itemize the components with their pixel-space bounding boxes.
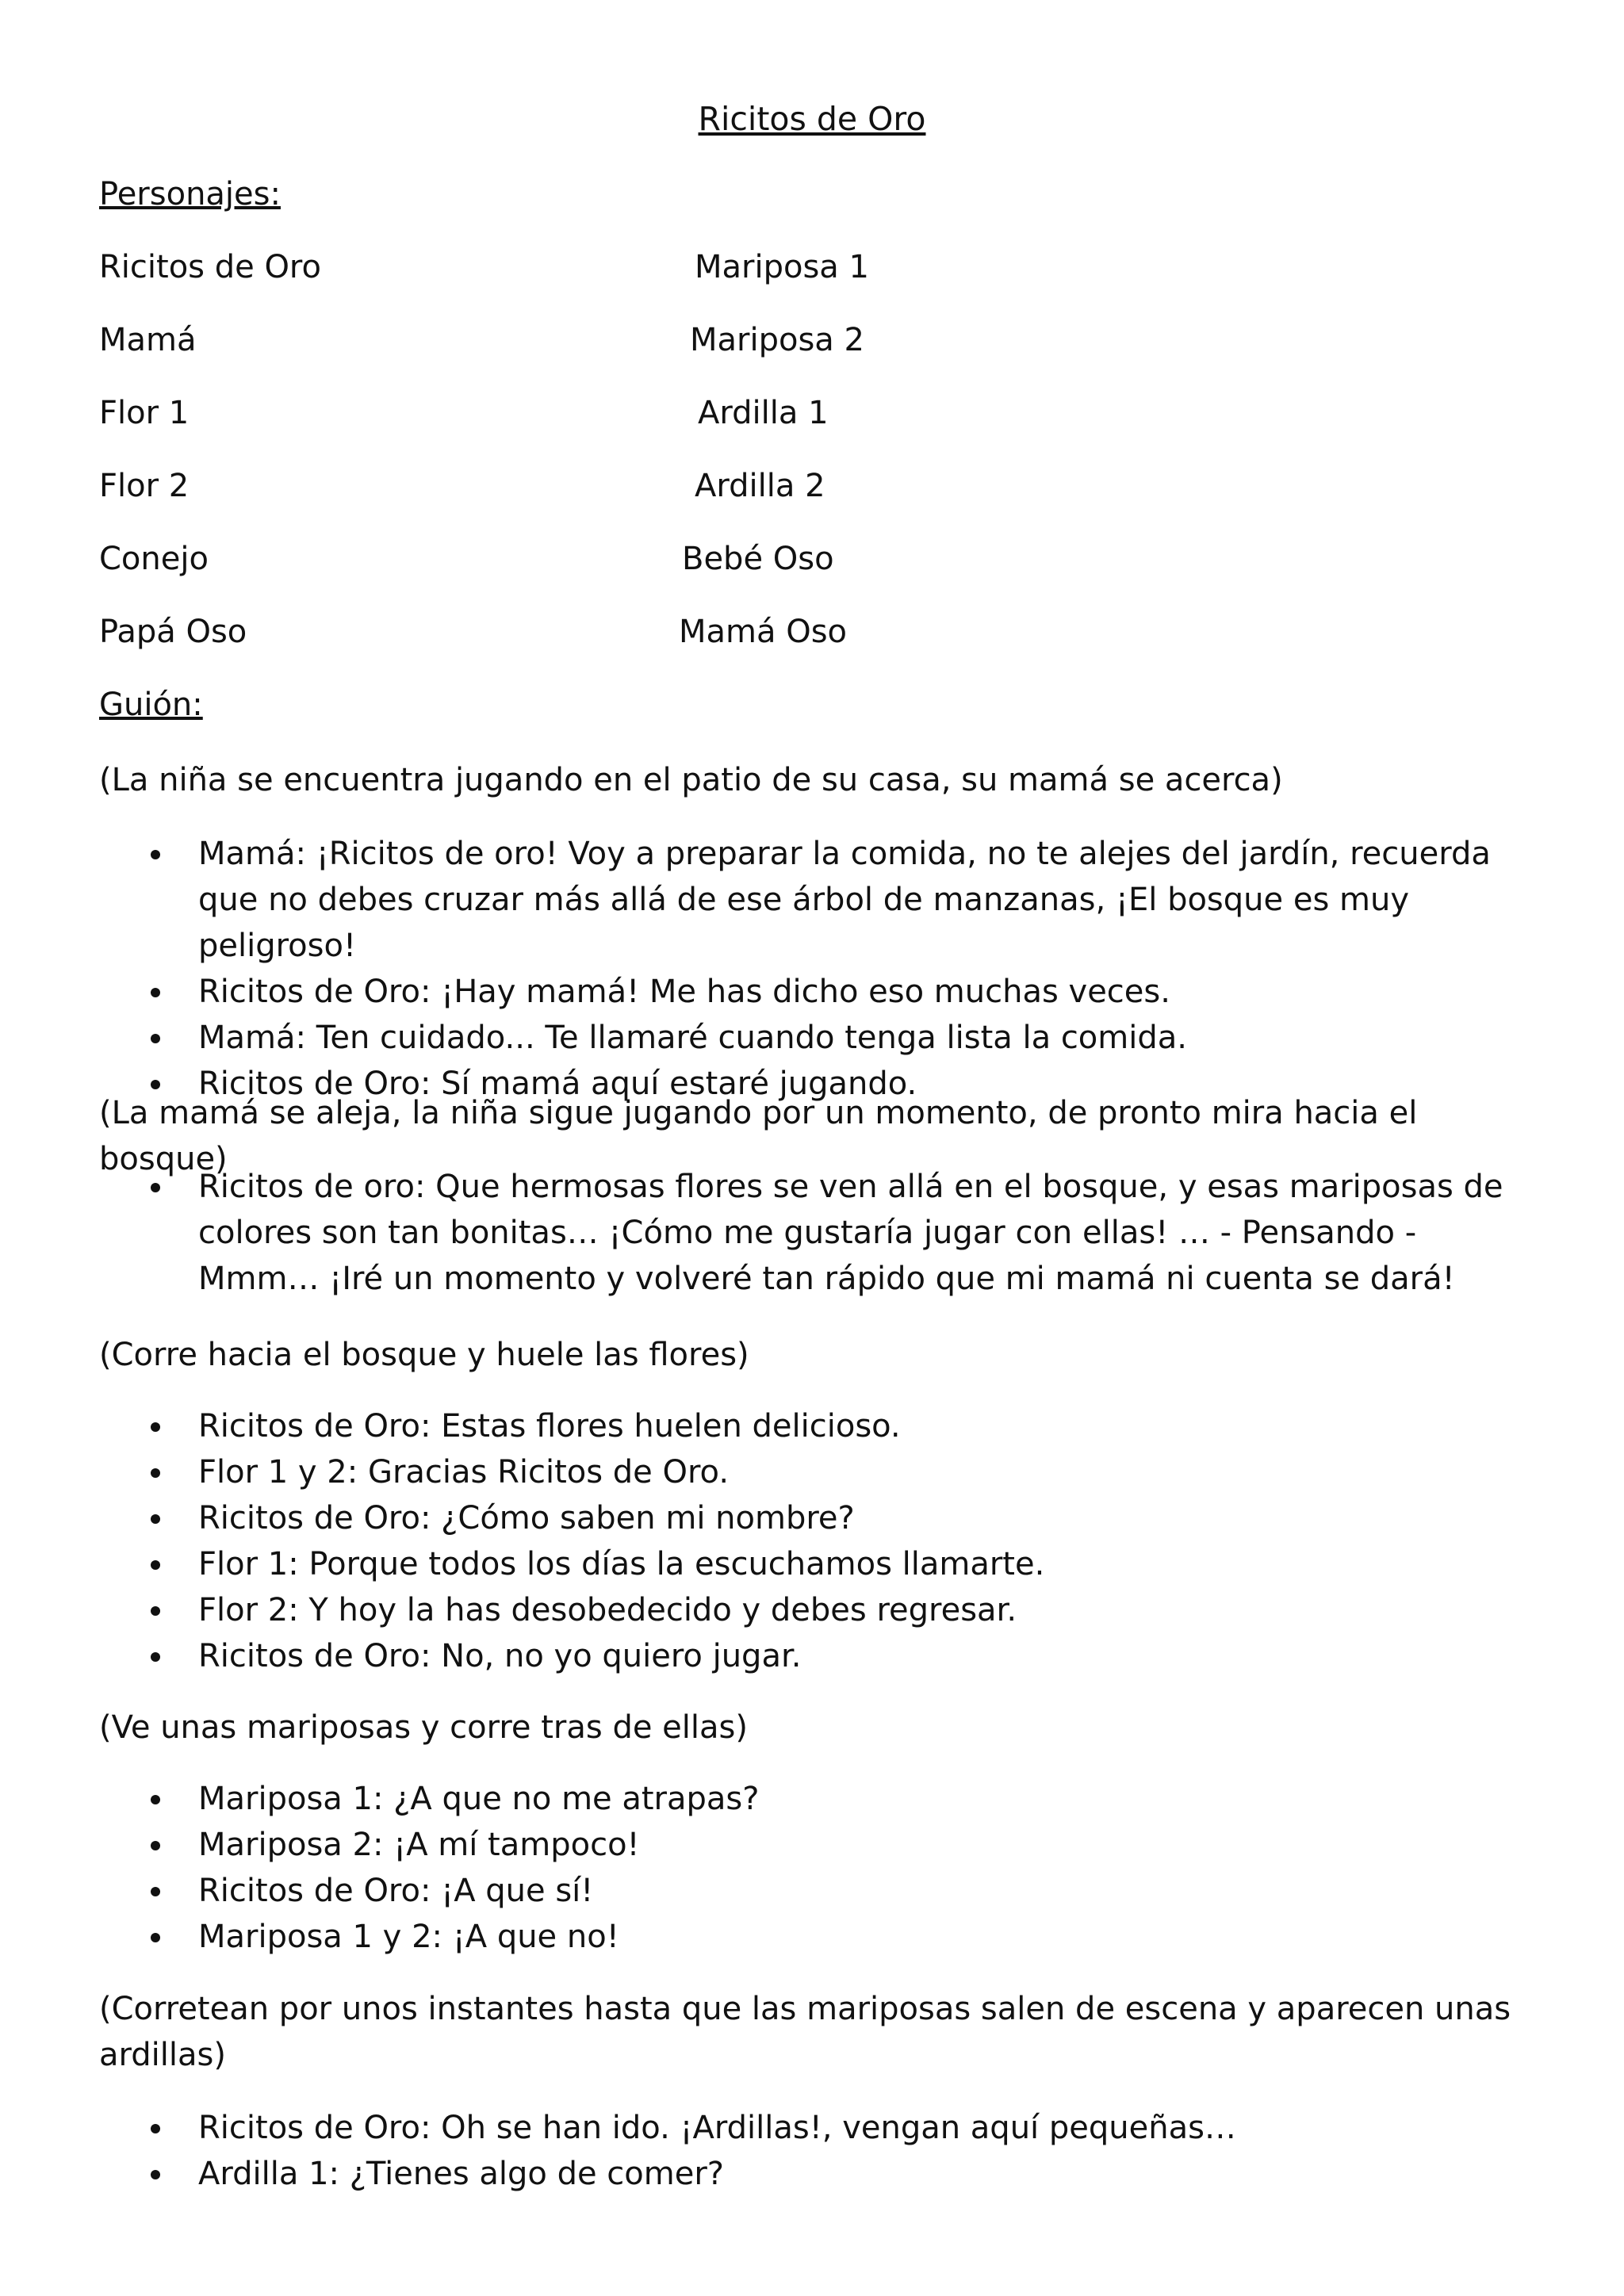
dialogue-line: Mariposa 1 y 2: ¡A que no! <box>198 1914 1546 1960</box>
dialogue-line: Ricitos de Oro: Estas flores huelen delicioso. <box>198 1403 1546 1449</box>
dialogue-line: Flor 1: Porque todos los días la escuchamos llamarte. <box>198 1541 1546 1587</box>
dialogue-list-3 <box>198 1403 1546 1679</box>
dialogue-line: Ricitos de Oro: Sí mamá aquí estaré jugando. <box>198 1061 1546 1107</box>
stage-direction-2: (La mamá se aleja, la niña sigue jugando por un momento, de pronto mira hacia el bosque) <box>99 1095 1418 1177</box>
stage-direction-4: (Ve unas mariposas y corre tras de ellas) <box>99 1709 748 1746</box>
dialogue-line: Ricitos de Oro: ¡Hay mamá! Me has dicho eso muchas veces. <box>198 969 1546 1015</box>
cast-right-1: Mariposa 1 <box>695 249 869 285</box>
cast-right-6: Mamá Oso <box>679 614 848 650</box>
cast-right-5: Bebé Oso <box>682 541 834 577</box>
cast-left-6: Papá Oso <box>99 614 247 650</box>
cast-right-4: Ardilla 2 <box>695 468 825 504</box>
stage-direction-5: (Corretean por unos instantes hasta que las mariposas salen de escena y aparecen unas ardillas) <box>99 1991 1511 2073</box>
personajes-heading: Personajes: <box>99 176 281 212</box>
dialogue-line: Ardilla 1: ¿Tienes algo de comer? <box>198 2151 1546 2197</box>
dialogue-line: Ricitos de Oro: Oh se han ido. ¡Ardillas!, vengan aquí pequeñas… <box>198 2105 1546 2151</box>
cast-right-3: Ardilla 1 <box>698 395 829 431</box>
dialogue-line: Ricitos de oro: Que hermosas flores se ven allá en el bosque, y esas mariposas de colores son tan bonitas… ¡Cómo me gustaría jugar con ellas! … - Pensando - Mmm… ¡Iré un momento y volveré tan rápido que mi mamá ni cuenta se dará! <box>198 1164 1546 1302</box>
dialogue-line: Mariposa 1: ¿A que no me atrapas? <box>198 1776 1546 1822</box>
guion-heading: Guión: <box>99 687 203 723</box>
dialogue-line: Mamá: Ten cuidado... Te llamaré cuando tenga lista la comida. <box>198 1015 1546 1061</box>
dialogue-line: Flor 2: Y hoy la has desobedecido y debes regresar. <box>198 1587 1546 1633</box>
dialogue-list-4 <box>198 1776 1546 1960</box>
cast-left-2: Mamá <box>99 322 197 358</box>
stage-direction-1: (La niña se encuentra jugando en el patio de su casa, su mamá se acerca) <box>99 762 1283 798</box>
dialogue-list-2 <box>198 1164 1546 1302</box>
cast-left-4: Flor 2 <box>99 468 190 504</box>
document-title: Ricitos de Oro <box>698 100 926 138</box>
dialogue-line: Flor 1 y 2: Gracias Ricitos de Oro. <box>198 1449 1546 1495</box>
cast-right-2: Mariposa 2 <box>690 322 864 358</box>
dialogue-line: Ricitos de Oro: No, no yo quiero jugar. <box>198 1633 1546 1679</box>
dialogue-line: Mariposa 2: ¡A mí tampoco! <box>198 1822 1546 1868</box>
dialogue-list-5 <box>198 2105 1546 2197</box>
dialogue-line: Mamá: ¡Ricitos de oro! Voy a preparar la comida, no te alejes del jardín, recuerda que no debes cruzar más allá de ese árbol de manzanas, ¡El bosque es muy peligroso! <box>198 831 1546 969</box>
dialogue-line: Ricitos de Oro: ¿Cómo saben mi nombre? <box>198 1495 1546 1541</box>
cast-left-5: Conejo <box>99 541 209 577</box>
dialogue-list-1 <box>198 831 1546 1107</box>
cast-left-1: Ricitos de Oro <box>99 249 321 285</box>
cast-left-3: Flor 1 <box>99 395 190 431</box>
stage-direction-3: (Corre hacia el bosque y huele las flores) <box>99 1337 749 1373</box>
dialogue-line: Ricitos de Oro: ¡A que sí! <box>198 1868 1546 1914</box>
